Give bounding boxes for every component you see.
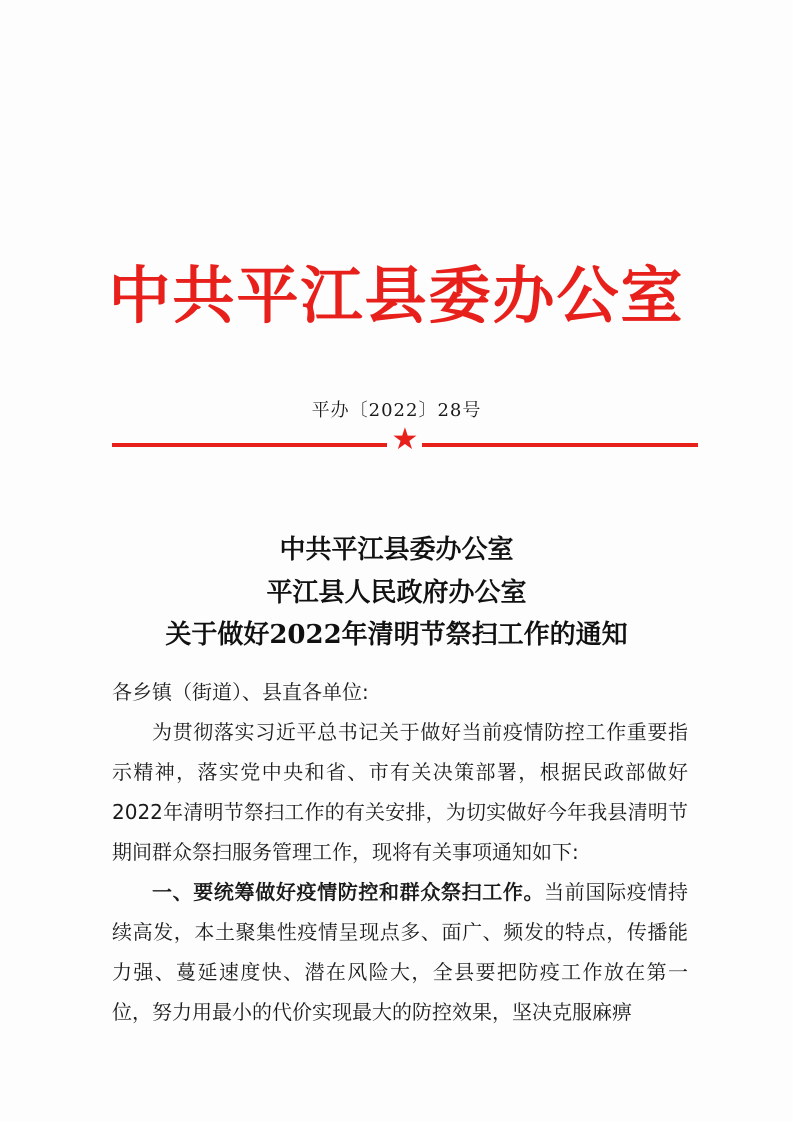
paragraph-intro: 为贯彻落实习近平总书记关于做好当前疫情防控工作重要指示精神，落实党中央和省、市有关决策部署，根据民政部做好2022年清明节祭扫工作的有关安排，为切实做好今年我县清明节期间群众祭扫服务管理工作，现将有关事项通知如下: [112,720,688,864]
red-rule-left [112,443,387,447]
title-line-1: 中共平江县委办公室 [279,535,514,565]
section-1-text: 当前国际疫情持续高发，本土聚集性疫情呈现点多、面广、频发的特点，传播能力强、蔓延速度快、潜在风险大，全县要把防疫工作放在第一位，努力用最小的代价实现最大的防控效果，坚决克服麻痹 [112,880,689,1024]
star-icon: ★ [391,422,419,457]
document-body [112,672,688,1032]
paragraph-section-1 [112,872,688,1032]
letterhead-title: 中共平江县委办公室 [108,259,685,332]
salutation: 各乡镇（街道）、县直各单位: [112,680,369,704]
document-number: 平办〔2022〕28号 [311,400,482,421]
section-1-heading: 一、要统筹做好疫情防控和群众祭扫工作。 [152,880,545,904]
title-line-2: 平江县人民政府办公室 [266,578,527,608]
title-line-3: 关于做好2022年清明节祭扫工作的通知 [165,620,628,650]
red-rule-right [422,443,698,447]
